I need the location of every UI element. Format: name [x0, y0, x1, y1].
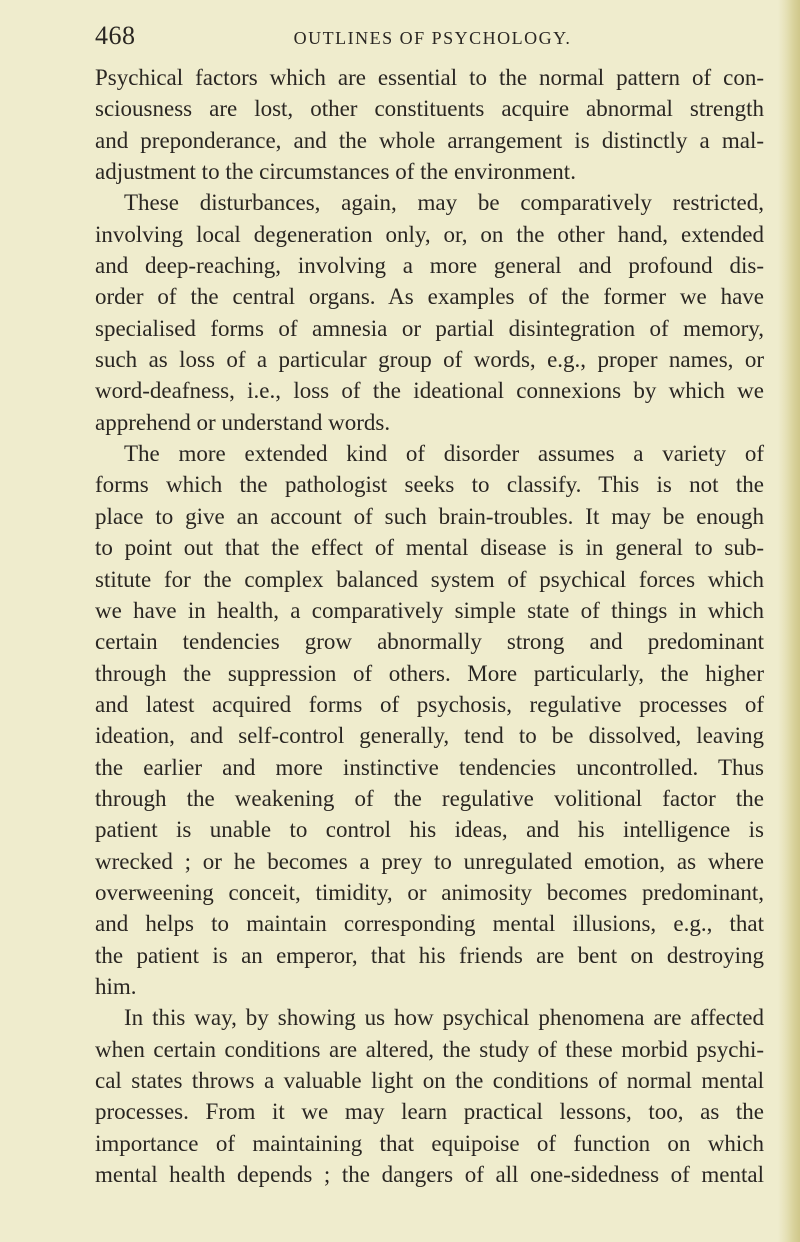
text-line: and preponderance, and the whole arrangement is distinctly a mal-	[95, 127, 764, 153]
text-line: and deep-reaching, involving a more general and profound dis-	[95, 253, 764, 279]
text-line: sciousness are lost, other constituents acquire abnormal strength	[95, 96, 764, 122]
text-line: specialised forms of amnesia or partial disintegration of memory,	[95, 315, 764, 341]
text-line: forms which the pathologist seeks to classify. This is not the	[95, 472, 764, 498]
text-line: patient is unable to control his ideas, and his intelligence is	[95, 817, 764, 843]
text-line: These disturbances, again, may be comparatively restricted,	[124, 190, 764, 216]
text-line: place to give an account of such brain-troubles. It may be enough	[95, 503, 764, 529]
text-line: processes. From it we may learn practical lessons, too, as the	[95, 1099, 764, 1125]
paragraph	[95, 1002, 764, 1190]
text-line: involving local degeneration only, or, on the other hand, extended	[95, 221, 764, 247]
text-line: to point out that the effect of mental disease is in general to sub-	[95, 535, 764, 561]
page-number: 468	[95, 21, 136, 50]
text-line: Psychical factors which are essential to the normal pattern of con-	[95, 65, 764, 90]
text-line: through the weakening of the regulative volitional factor the	[95, 785, 764, 811]
text-line: stitute for the complex balanced system of psychical forces which	[95, 566, 764, 592]
running-head: OUTLINES OF PSYCHOLOGY.	[293, 28, 572, 48]
text-line: overweening conceit, timidity, or animosity becomes predominant,	[95, 879, 764, 905]
text-line: cal states throws a valuable light on the conditions of normal mental	[95, 1068, 764, 1093]
text-line: importance of maintaining that equipoise of function on which	[95, 1130, 764, 1156]
text-line: the earlier and more instinctive tendencies uncontrolled. Thus	[95, 754, 764, 780]
text-line: certain tendencies grow abnormally strong and predominant	[95, 629, 764, 655]
text-line: word-deafness, i.e., loss of the ideational connexions by which we	[95, 378, 764, 404]
text-line: The more extended kind of disorder assumes a variety of	[124, 441, 764, 467]
text-line: adjustment to the circumstances of the environment.	[95, 159, 576, 185]
text-line: when certain conditions are altered, the study of these morbid psychi-	[95, 1036, 764, 1062]
text-line: him.	[95, 973, 137, 999]
text-line: wrecked ; or he becomes a prey to unregulated emotion, as where	[95, 848, 764, 874]
text-line: ideation, and self-control generally, tend to be dissolved, leaving	[95, 723, 764, 749]
text-line: the patient is an emperor, that his friends are bent on destroying	[95, 942, 764, 968]
paragraph	[95, 438, 764, 1002]
text-line: apprehend or understand words.	[95, 409, 391, 435]
text-line: mental health depends ; the dangers of all one-sidedness of mental	[95, 1162, 764, 1188]
text-line: order of the central organs. As examples of the former we have	[95, 284, 764, 310]
text-line: and latest acquired forms of psychosis, regulative processes of	[95, 691, 764, 717]
page-header	[95, 18, 770, 54]
text-line: such as loss of a particular group of words, e.g., proper names, or	[95, 347, 764, 373]
body-text	[95, 62, 764, 1190]
page-edge-shadow	[778, 0, 800, 1242]
paragraph	[95, 62, 764, 187]
text-line: In this way, by showing us how psychical phenomena are affected	[124, 1005, 764, 1031]
text-line: we have in health, a comparatively simple state of things in which	[95, 597, 764, 623]
text-line: and helps to maintain corresponding mental illusions, e.g., that	[95, 911, 764, 937]
paragraph	[95, 187, 764, 438]
text-line: through the suppression of others. More particularly, the higher	[95, 660, 764, 686]
